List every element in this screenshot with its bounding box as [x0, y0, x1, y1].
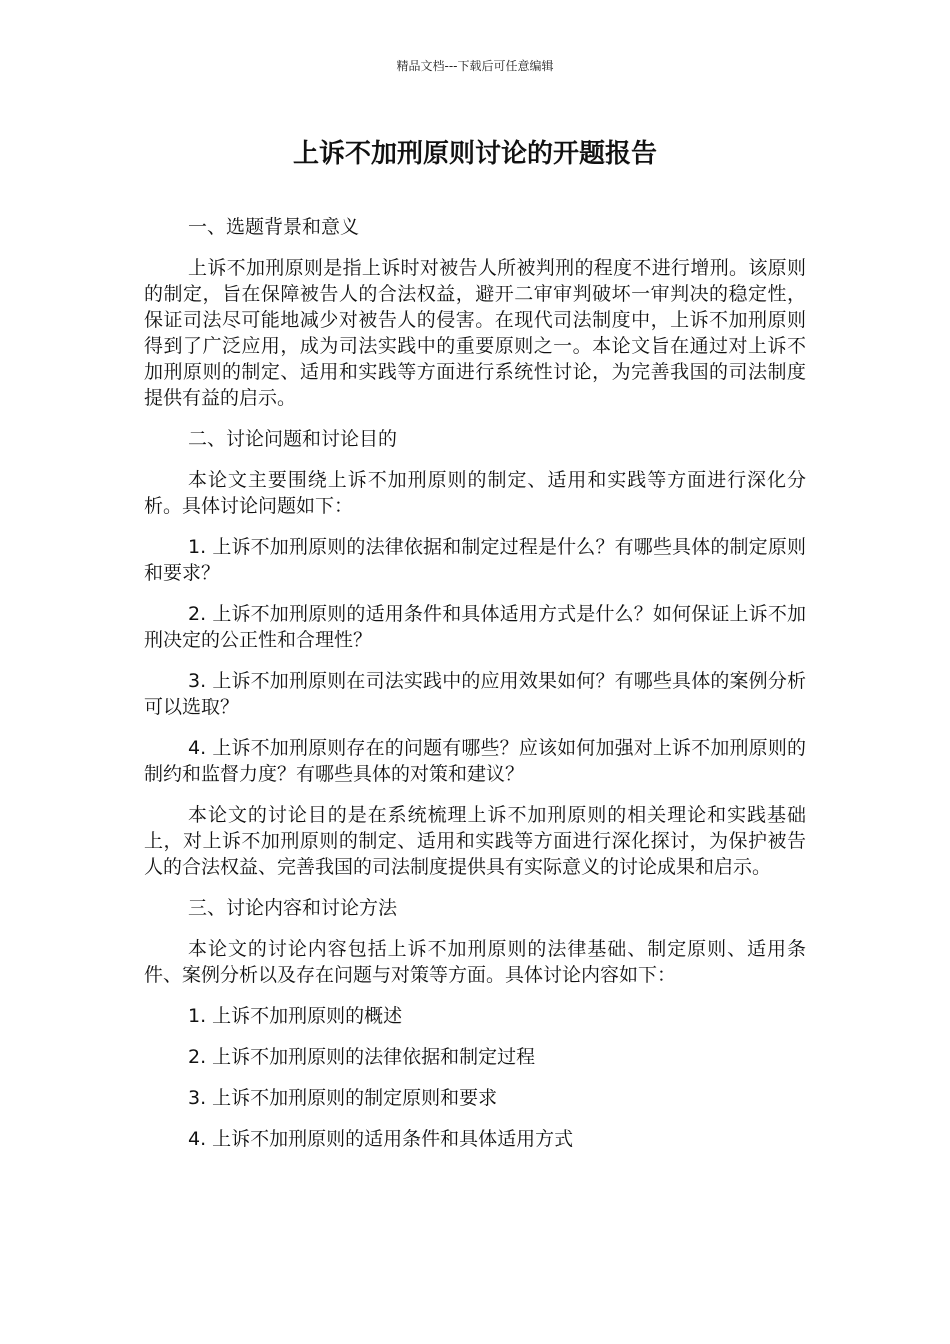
section-heading-content: 三、讨论内容和讨论方法	[188, 897, 398, 919]
paragraph-purpose: 本论文的讨论目的是在系统梳理上诉不加刑原则的相关理论和实践基础上，对上诉不加刑原则的制定、适用和实践等方面进行深化探讨，为保护被告人的合法权益、完善我国的司法制度提供具有实际意义的讨论成果和启示。	[144, 804, 806, 878]
header-note: 精品文档---下载后可任意编辑	[396, 59, 554, 73]
paragraph-content-intro: 本论文的讨论内容包括上诉不加刑原则的法律基础、制定原则、适用条件、案例分析以及存在问题与对策等方面。具体讨论内容如下：	[144, 938, 806, 986]
question-item-4: 4. 上诉不加刑原则存在的问题有哪些？应该如何加强对上诉不加刑原则的制约和监督力度？有哪些具体的对策和建议？	[144, 737, 806, 785]
document-title: 上诉不加刑原则讨论的开题报告	[292, 139, 657, 169]
content-item-1: 1. 上诉不加刑原则的概述	[188, 1005, 403, 1027]
paragraph-background: 上诉不加刑原则是指上诉时对被告人所被判刑的程度不进行增刑。该原则的制定，旨在保障被告人的合法权益，避开二审审判破坏一审判决的稳定性，保证司法尽可能地减少对被告人的侵害。在现代司法制度中，上诉不加刑原则得到了广泛应用，成为司法实践中的重要原则之一。本论文旨在通过对上诉不加刑原则的制定、适用和实践等方面进行系统性讨论，为完善我国的司法制度提供有益的启示。	[144, 257, 806, 409]
section-heading-questions: 二、讨论问题和讨论目的	[188, 428, 398, 450]
question-item-3: 3. 上诉不加刑原则在司法实践中的应用效果如何？有哪些具体的案例分析可以选取？	[144, 670, 806, 718]
question-item-2: 2. 上诉不加刑原则的适用条件和具体适用方式是什么？如何保证上诉不加刑决定的公正性和合理性？	[144, 603, 806, 651]
paragraph-questions-intro: 本论文主要围绕上诉不加刑原则的制定、适用和实践等方面进行深化分析。具体讨论问题如下：	[144, 469, 806, 517]
section-heading-background: 一、选题背景和意义	[188, 216, 360, 238]
content-item-3: 3. 上诉不加刑原则的制定原则和要求	[188, 1087, 498, 1109]
content-item-4: 4. 上诉不加刑原则的适用条件和具体适用方式	[188, 1128, 574, 1150]
question-item-1: 1. 上诉不加刑原则的法律依据和制定过程是什么？有哪些具体的制定原则和要求？	[144, 536, 806, 584]
content-item-2: 2. 上诉不加刑原则的法律依据和制定过程	[188, 1046, 536, 1068]
document-body	[144, 214, 806, 1167]
